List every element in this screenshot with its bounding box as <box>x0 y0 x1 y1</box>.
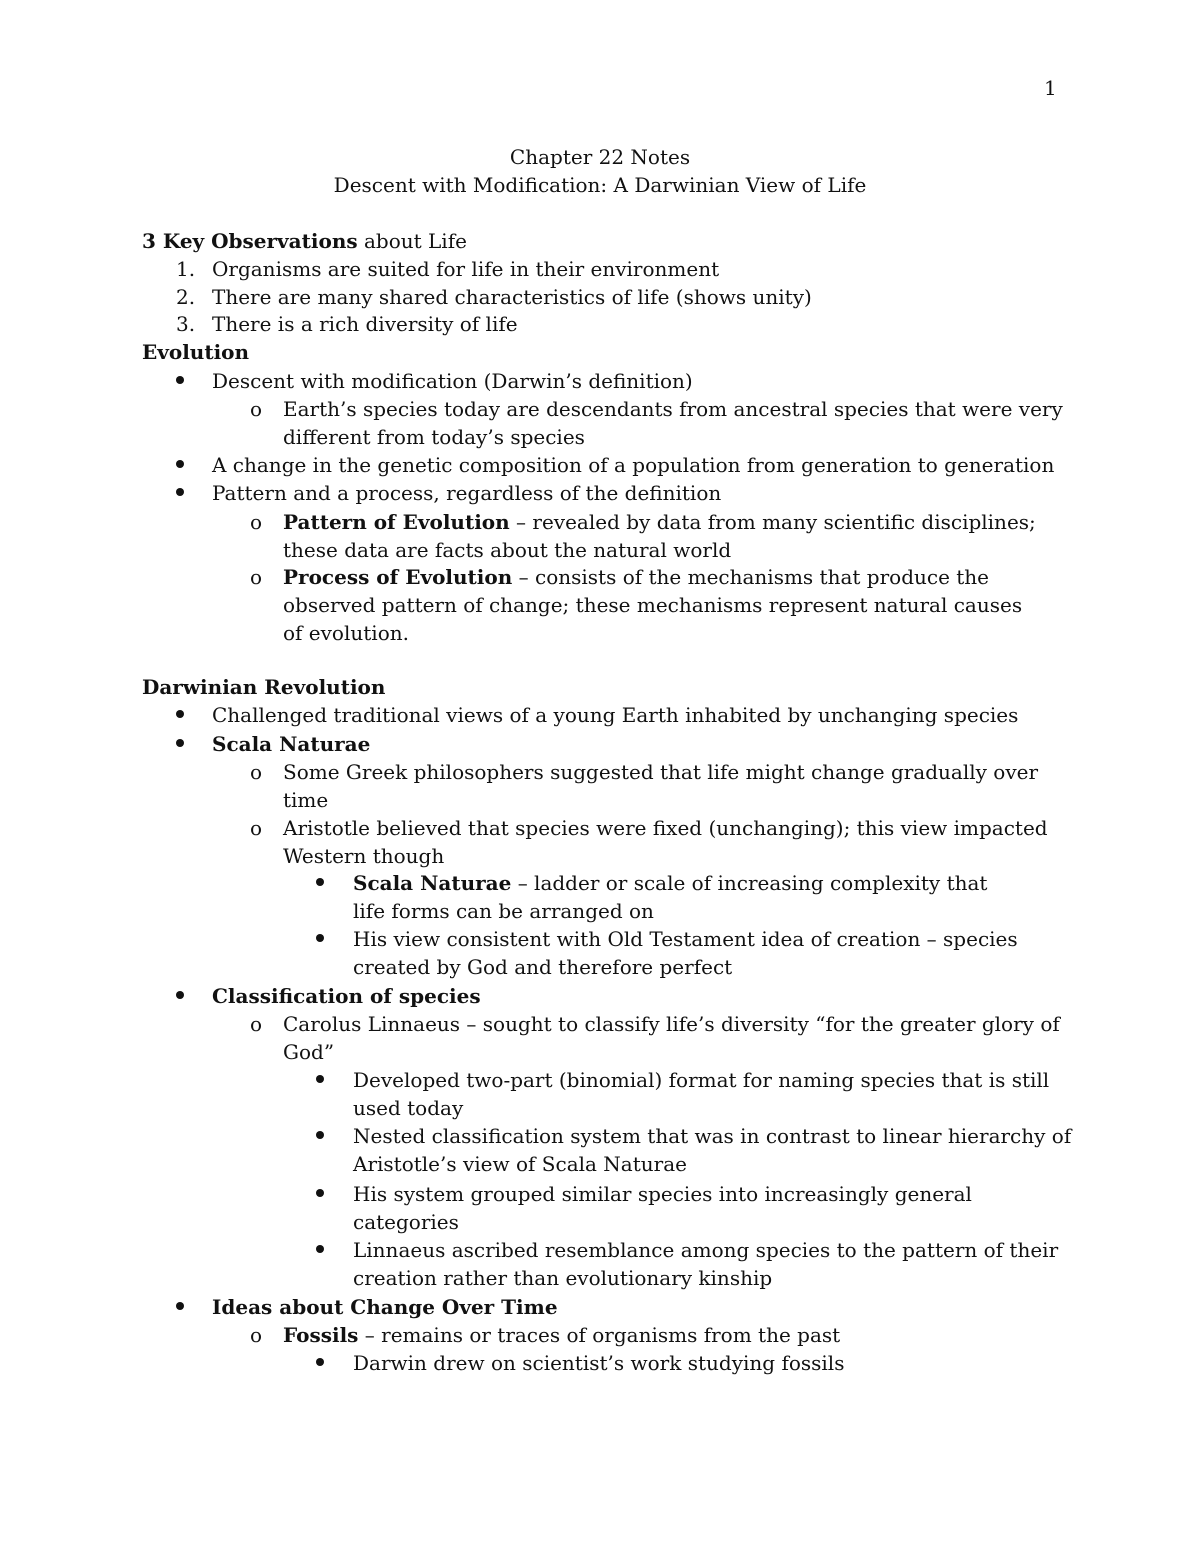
bullet-icon <box>176 739 184 747</box>
circle-bullet-icon: o <box>250 397 263 421</box>
list-item: His view consistent with Old Testament idea of creation – species created by God and therefore perfect <box>353 927 1018 979</box>
list-number: 3. <box>176 312 196 336</box>
list-item: There are many shared characteristics of life (shows unity) <box>212 285 812 309</box>
list-item: Scala Naturae – ladder or scale of increasing complexity that life forms can be arranged on <box>353 871 988 923</box>
bullet-icon <box>176 710 184 718</box>
page-number: 1 <box>1044 76 1057 100</box>
list-item: His system grouped similar species into increasingly general categories <box>353 1182 972 1234</box>
list-item: Challenged traditional views of a young Earth inhabited by unchanging species <box>212 703 1019 727</box>
list-item: Organisms are suited for life in their environment <box>212 257 720 281</box>
list-item: Process of Evolution – consists of the mechanisms that produce the observed pattern of change; these mechanisms represent natural causes of evolution. <box>283 565 1023 645</box>
section-heading-observations: 3 Key Observations about Life <box>142 229 467 253</box>
page-subtitle: Descent with Modification: A Darwinian View of Life <box>333 173 867 197</box>
bullet-icon <box>316 1358 324 1366</box>
list-number: 1. <box>176 257 196 281</box>
bullet-icon <box>316 878 324 886</box>
bullet-icon <box>176 991 184 999</box>
list-item: Darwin drew on scientist’s work studying fossils <box>353 1351 845 1375</box>
list-item: Developed two-part (binomial) format for naming species that is still used today <box>353 1068 1050 1120</box>
bullet-icon <box>176 460 184 468</box>
list-item: Pattern and a process, regardless of the definition <box>212 481 722 505</box>
circle-bullet-icon: o <box>250 510 263 534</box>
bullet-icon <box>316 1075 324 1083</box>
list-number: 2. <box>176 285 196 309</box>
bullet-icon <box>316 1131 324 1139</box>
section-heading-darwinian-revolution: Darwinian Revolution <box>142 675 386 699</box>
list-item: Classification of species <box>212 984 481 1008</box>
list-item: Linnaeus ascribed resemblance among species to the pattern of their creation rather than evolutionary kinship <box>353 1238 1059 1290</box>
bullet-icon <box>176 1302 184 1310</box>
bullet-icon <box>176 488 184 496</box>
bullet-icon <box>176 376 184 384</box>
circle-bullet-icon: o <box>250 1012 263 1036</box>
circle-bullet-icon: o <box>250 816 263 840</box>
list-item: A change in the genetic composition of a population from generation to generation <box>212 453 1055 477</box>
circle-bullet-icon: o <box>250 760 263 784</box>
list-item: Scala Naturae <box>212 732 371 756</box>
list-item: Descent with modification (Darwin’s definition) <box>212 369 693 393</box>
list-item: Earth’s species today are descendants from ancestral species that were very different from today’s species <box>283 397 1063 449</box>
bullet-icon <box>316 934 324 942</box>
list-item: Some Greek philosophers suggested that life might change gradually over time <box>283 760 1039 812</box>
section-heading-evolution: Evolution <box>142 340 250 364</box>
list-item: Nested classification system that was in contrast to linear hierarchy of Aristotle’s view of Scala Naturae <box>353 1124 1072 1176</box>
list-item: There is a rich diversity of life <box>212 312 518 336</box>
list-item: Pattern of Evolution – revealed by data from many scientific disciplines; these data are facts about the natural world <box>283 510 1036 562</box>
bullet-icon <box>316 1189 324 1197</box>
bullet-icon <box>316 1245 324 1253</box>
list-item: Carolus Linnaeus – sought to classify life’s diversity “for the greater glory of God” <box>283 1012 1060 1064</box>
page-title: Chapter 22 Notes <box>509 145 691 169</box>
circle-bullet-icon: o <box>250 1323 263 1347</box>
list-item: Ideas about Change Over Time <box>212 1295 558 1319</box>
list-item: Fossils – remains or traces of organisms from the past <box>283 1323 841 1347</box>
circle-bullet-icon: o <box>250 565 263 589</box>
list-item: Aristotle believed that species were fixed (unchanging); this view impacted Western though <box>283 816 1048 868</box>
